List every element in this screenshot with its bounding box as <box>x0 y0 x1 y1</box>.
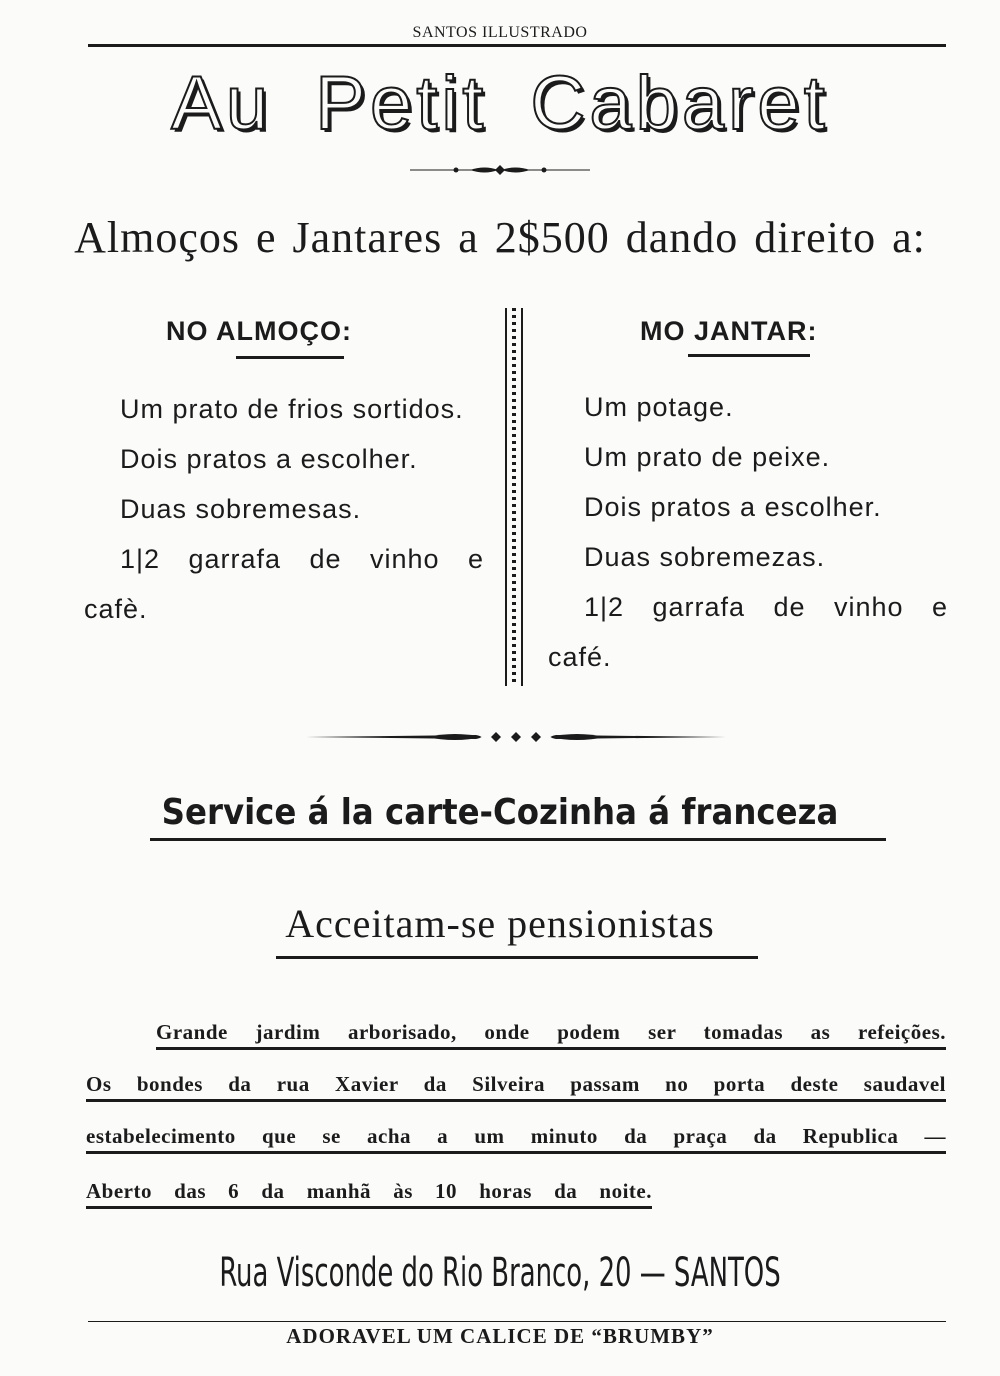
page-header: SANTOS ILLUSTRADO <box>412 24 588 41</box>
body-rule-4 <box>86 1206 652 1209</box>
body-line-3: estabelecimento que se acha a um minuto da praça da Republica — <box>86 1124 946 1148</box>
column-divider <box>505 308 523 686</box>
list-item: Um potage. <box>584 392 734 422</box>
body-rule-3 <box>86 1151 946 1154</box>
price-line: Almoços e Jantares a 2$500 dando direito a: <box>74 213 926 262</box>
pension-heading: Acceitam-se pensionistas <box>285 901 715 946</box>
page-title: Au Petit Cabaret <box>171 61 829 146</box>
footer-rule <box>88 1321 946 1322</box>
body-line-4: Aberto das 6 da manhã às 10 horas da noite. <box>86 1179 652 1203</box>
ornament-divider-icon <box>306 727 726 747</box>
list-item: Um prato de frios sortidos. <box>120 394 464 424</box>
lunch-heading: NO ALMOÇO: <box>166 316 352 346</box>
list-item: 1|2 garrafa de vinho e café. <box>548 592 948 672</box>
service-underline <box>150 838 886 841</box>
header-rule <box>88 44 946 47</box>
body-rule-2 <box>86 1099 946 1102</box>
list-item: Dois pratos a escolher. <box>584 492 882 522</box>
service-heading: Service á la carte-Cozinha á franceza <box>161 792 839 833</box>
footer-advert: ADORAVEL UM CALICE DE “BRUMBY” <box>286 1324 714 1348</box>
dinner-heading: MO JANTAR: <box>640 316 818 346</box>
pension-underline <box>276 956 758 959</box>
list-item: 1|2 garrafa de vinho e cafè. <box>84 544 484 624</box>
list-item: Um prato de peixe. <box>584 442 831 472</box>
body-rule-1 <box>156 1047 946 1050</box>
body-line-2: Os bondes da rua Xavier da Silveira passam no porta deste saudavel <box>86 1072 946 1096</box>
list-item: Duas sobremezas. <box>584 542 826 572</box>
body-line-1: Grande jardim arborisado, onde podem ser tomadas as refeições. <box>156 1020 946 1044</box>
dinner-heading-underline <box>688 354 810 357</box>
address-line: Rua Visconde do Rio Branco, 20 — SANTOS <box>219 1250 781 1296</box>
dinner-items <box>548 382 948 682</box>
list-item: Dois pratos a escolher. <box>120 444 418 474</box>
lunch-items <box>84 384 484 634</box>
ornament-divider-icon <box>410 162 590 178</box>
list-item: Duas sobremesas. <box>120 494 362 524</box>
lunch-heading-underline <box>236 356 344 359</box>
